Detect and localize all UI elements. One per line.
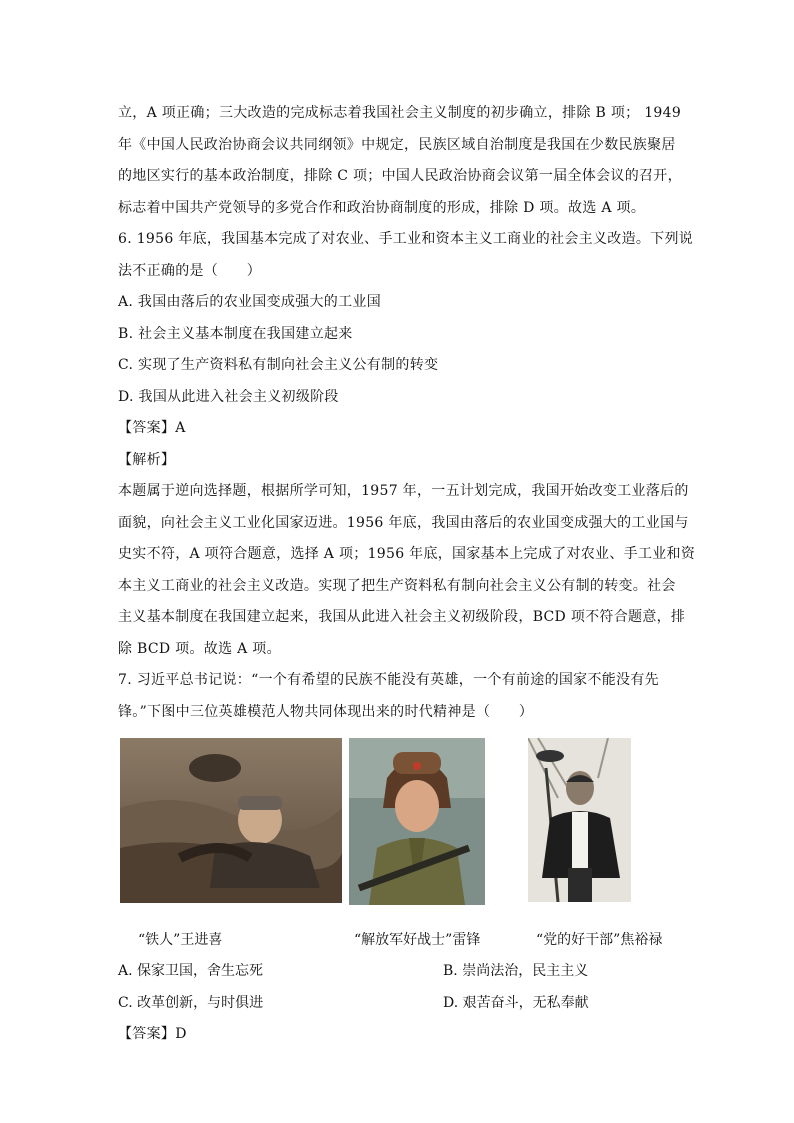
options-row-1 (118, 956, 678, 988)
photo-row (118, 738, 678, 924)
analysis-label: 【解析】 (118, 451, 176, 468)
caption-jiao-yulu: “党的好干部”焦裕禄 (536, 932, 663, 948)
option-d: D. 艰苦奋斗，无私奉献 (443, 994, 589, 1011)
text-line: 立，A 项正确；三大改造的完成标志着我国社会主义制度的初步确立，排除 B 项； 1949 (118, 105, 682, 121)
text-line: 标志着中国共产党领导的多党合作和政治协商制度的形成，排除 D 项。故选 A 项。 (118, 199, 646, 216)
document-page (118, 98, 696, 1051)
text-block (118, 98, 696, 728)
text-line: 史实不符，A 项符合题意，选择 A 项；1956 年底，国家基本上完成了对农业、手工业和资 (118, 546, 696, 562)
option-c: C. 实现了生产资料私有制向社会主义公有制的转变 (118, 357, 439, 373)
options-row-2 (118, 988, 678, 1020)
photo-wang-jinxi (120, 738, 342, 903)
text-line: 主义基本制度在我国建立起来，我国从此进入社会主义初级阶段，BCD 项不符合题意，排 (118, 609, 686, 625)
text-line: 本题属于逆向选择题，根据所学可知，1957 年，一五计划完成，我国开始改变工业落后的 (118, 483, 689, 499)
text-line: 的地区实行的基本政治制度，排除 C 项；中国人民政治协商会议第一届全体会议的召开， (118, 168, 682, 184)
option-b: B. 社会主义基本制度在我国建立起来 (118, 325, 353, 342)
caption-wang-jinxi: “铁人”王进喜 (138, 932, 223, 948)
option-a: A. 我国由落后的农业国变成强大的工业国 (118, 294, 382, 310)
photo-lei-feng (349, 738, 485, 905)
text-line: 本主义工商业的社会主义改造。实现了把生产资料私有制向社会主义公有制的转变。社会 (118, 577, 676, 594)
question-6-stem: 6. 1956 年底，我国基本完成了对农业、手工业和资本主义工商业的社会主义改造。下列说 (118, 231, 694, 247)
question-6-stem: 法不正确的是（ ） (118, 262, 261, 279)
question-7-stem: 7. 习近平总书记说：“一个有希望的民族不能没有英雄，一个有前途的国家不能没有先 (118, 672, 659, 688)
text-line: 除 BCD 项。故选 A 项。 (118, 640, 281, 657)
answer-label: 【答案】D (118, 1026, 187, 1042)
option-b: B. 崇尚法治，民主主义 (443, 963, 589, 979)
text-line: 年《中国人民政治协商会议共同纲领》中规定，民族区域自治制度是我国在少数民族聚居 (118, 136, 676, 153)
option-d: D. 我国从此进入社会主义初级阶段 (118, 388, 339, 405)
caption-row (118, 924, 678, 956)
text-line: 面貌，向社会主义工业化国家迈进。1956 年底，我国由落后的农业国变成强大的工业国与 (118, 514, 689, 531)
question-7-stem: 锋。”下图中三位英雄模范人物共同体现出来的时代精神是（ ） (118, 703, 534, 720)
photo-jiao-yulu (528, 738, 631, 902)
caption-lei-feng: “解放军好战士”雷锋 (354, 932, 481, 948)
option-a: A. 保家卫国，舍生忘死 (118, 963, 264, 979)
answer-label: 【答案】A (118, 420, 186, 436)
option-c: C. 改革创新，与时俱进 (118, 994, 264, 1011)
